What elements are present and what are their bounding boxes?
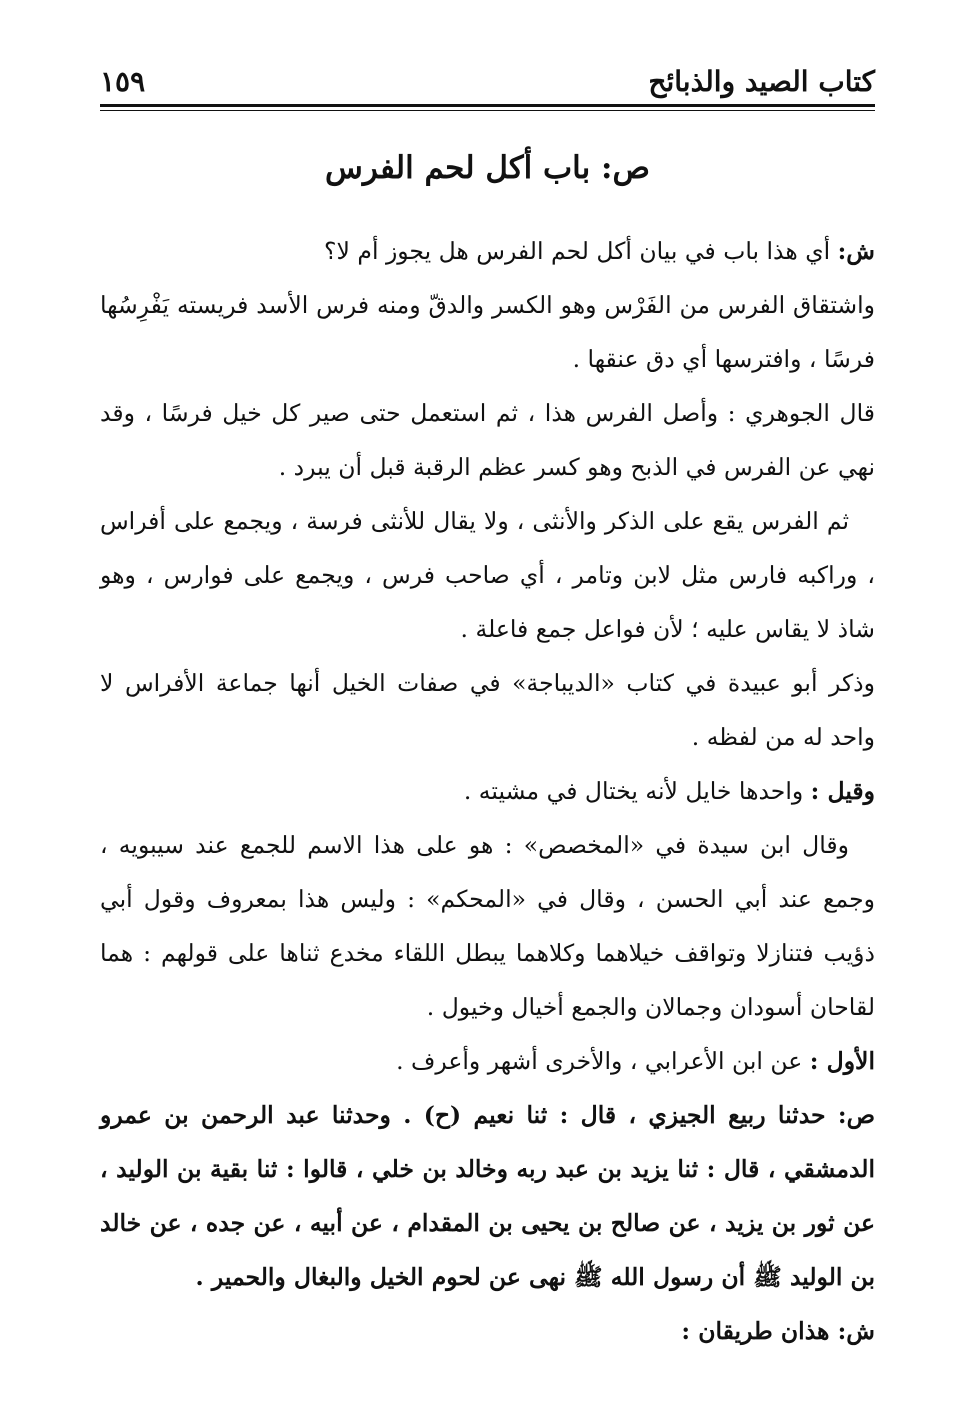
closing-line: ش: هذان طريقان : xyxy=(681,1317,875,1345)
page-number: ١٥٩ xyxy=(100,65,146,98)
paragraph-text: واشتقاق الفرس من الفَرْس وهو الكسر والدقّ ومنه فرس الأسد فريسته يَفْرِسُها فرسًا ، وافترسها أي دق عنقها . xyxy=(100,291,875,373)
hadith-paragraph: ص: حدثنا ربيع الجيزي ، قال : ثنا نعيم (ح) . وحدثنا عبد الرحمن بن عمرو الدمشقي ، قال : ثنا يزيد بن عبد ربه وخالد بن خلي ، قالوا : ثنا بقية بن الوليد ، عن ثور بن يزيد ، عن صالح بن يحيى بن المقدام ، عن أبيه ، عن جده ، عن خالد بن الوليد ﷺ أن رسول الله ﷺ نهى عن لحوم الخيل والبغال والحمير . xyxy=(100,1101,875,1291)
paragraph xyxy=(100,656,875,764)
paragraph-text: قال الجوهري : وأصل الفرس هذا ، ثم استعمل حتى صير كل خيل فرسًا ، وقد نهي عن الفرس في الذبح وهو كسر عظم الرقبة قبل أن يبرد . xyxy=(100,399,875,481)
paragraph-lead: الأول : xyxy=(809,1047,875,1075)
header-rule-thick xyxy=(100,104,875,107)
running-header xyxy=(100,58,875,98)
section-heading: ص: باب أكل لحم الفرس xyxy=(325,150,650,186)
header-rule-thin xyxy=(100,110,875,111)
paragraph xyxy=(100,386,875,494)
page-body xyxy=(100,150,875,1358)
book-chapter-title: كتاب الصيد والذبائح xyxy=(648,65,875,98)
paragraph-text: ثم الفرس يقع على الذكر والأنثى ، ولا يقال للأنثى فرسة ، ويجمع على أفراس ، وراكبه فارس مثل لابن وتامر ، أي صاحب فرس ، ويجمع على فوارس ، وهو شاذ لا يقاس عليه ؛ لأن فواعل جمع فاعلة . xyxy=(100,507,875,643)
paragraph xyxy=(100,764,875,818)
paragraph-text: وذكر أبو عبيدة في كتاب «الديباجة» في صفات الخيل أنها جماعة الأفراس لا واحد له من لفظه . xyxy=(100,669,875,751)
paragraph xyxy=(100,494,875,656)
paragraph-text: وقال ابن سيدة في «المخصص» : هو على هذا الاسم للجمع عند سيبويه ، وجمع عند أبي الحسن ، وقال في «المحكم» : وليس هذا بمعروف وقول أبي ذؤيب فتنازلا وتواقف خيلاهما وكلاهما يبطل اللقاء مخدع ثناها على قولهم : هما لقاحان أسودان وجمالان والجمع أخيال وخيول . xyxy=(100,831,875,1021)
paragraph xyxy=(100,224,875,278)
paragraph xyxy=(100,818,875,1034)
paragraph-lead: ش: xyxy=(837,237,875,265)
paragraph xyxy=(100,1034,875,1088)
paragraph-text: أي هذا باب في بيان أكل لحم الفرس هل يجوز أم لا؟ xyxy=(324,237,838,265)
paragraph-lead: وقيل : xyxy=(810,777,875,805)
paragraph xyxy=(100,278,875,386)
paragraph-text: واحدها خايل لأنه يختال في مشيته . xyxy=(463,777,811,805)
paragraph-text: عن ابن الأعرابي ، والأخرى أشهر وأعرف . xyxy=(396,1047,810,1075)
